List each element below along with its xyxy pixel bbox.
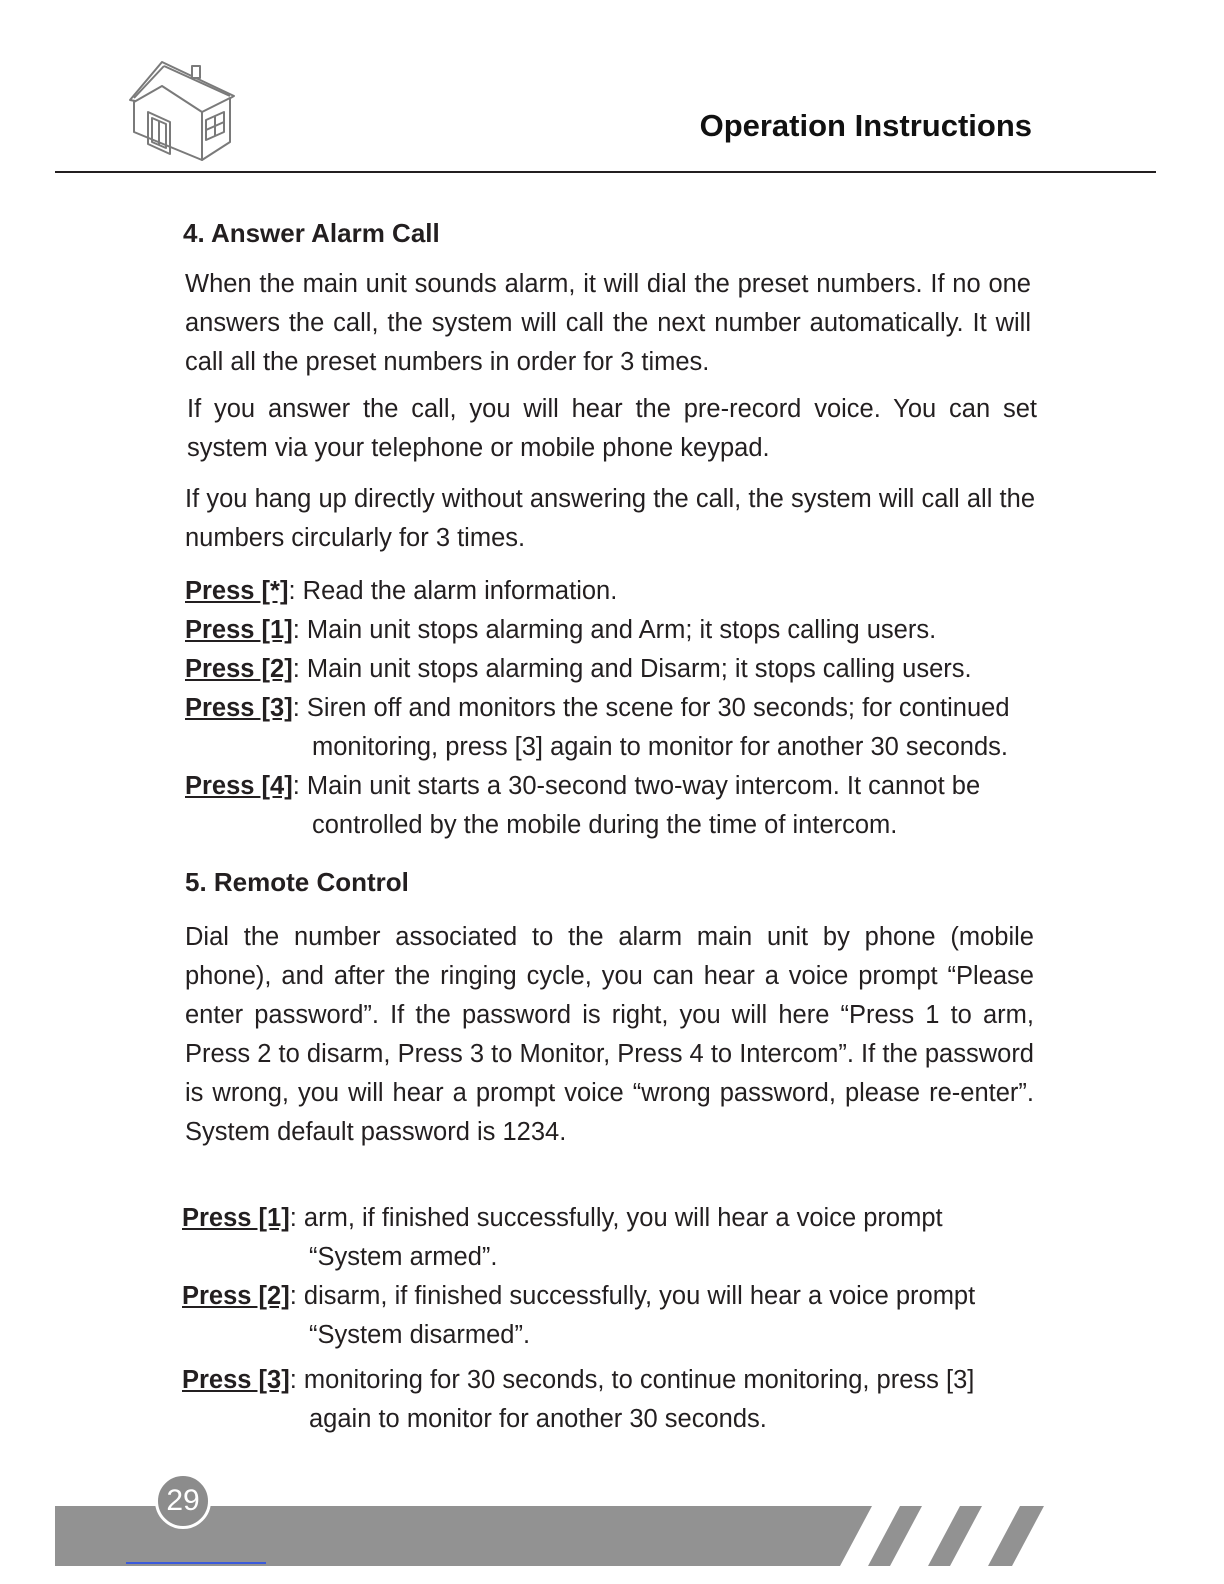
footer-link-underline: [126, 1562, 266, 1564]
key-label: Press [3]: [185, 694, 293, 722]
paragraph-hang-up: If you hang up directly without answering the call, the system will call all the numbers circularly for 3 times.: [185, 485, 1035, 552]
alarm-call-key-list: [185, 572, 1075, 845]
list-item: [182, 1199, 1072, 1238]
key-description-continued: again to monitor for another 30 seconds.: [309, 1405, 767, 1433]
page-number: 29: [155, 1473, 211, 1529]
list-item: [182, 1277, 1072, 1316]
section-heading-answer-alarm-call: 4. Answer Alarm Call: [183, 218, 440, 248]
key-description-continued: “System armed”.: [309, 1243, 498, 1271]
list-item: [182, 1361, 1072, 1400]
key-label: Press [4]: [185, 772, 293, 800]
list-item: [185, 689, 1075, 728]
page-header-title: Operation Instructions: [699, 108, 1032, 143]
key-description-continued: monitoring, press [3] again to monitor for another 30 seconds.: [312, 733, 1008, 761]
key-description: : Read the alarm information.: [288, 577, 618, 605]
key-description: : Main unit stops alarming and Disarm; it stops calling users.: [292, 655, 972, 683]
key-description: : Main unit starts a 30-second two-way intercom. It cannot be: [292, 772, 981, 800]
list-item: [185, 572, 1075, 611]
paragraph-remote-control: Dial the number associated to the alarm main unit by phone (mobile phone), and after the ringing cycle, you can hear a voice prompt “Please enter password”. If the password is right, you will here “Press 1 to arm, Press 2 to disarm, Press 3 to Monitor, Press 4 to Intercom”. If the password is wrong, you will hear a prompt voice “wrong password, please re-enter”. System default password is 1234.: [185, 923, 1034, 1146]
list-item: [185, 611, 1075, 650]
list-item: [185, 767, 1075, 806]
key-description: : disarm, if finished successfully, you will hear a voice prompt: [289, 1282, 976, 1310]
key-description: : arm, if finished successfully, you will hear a voice prompt: [289, 1204, 943, 1232]
list-item: [185, 650, 1075, 689]
key-description-continued: controlled by the mobile during the time of intercom.: [312, 811, 898, 839]
key-label: Press [2]: [182, 1282, 290, 1310]
house-icon: [126, 56, 238, 164]
header-divider: [55, 171, 1156, 173]
paragraph-alarm-dialing: When the main unit sounds alarm, it will dial the preset numbers. If no one answers the call, the system will call the next number automatically. It will call all the preset numbers in order for 3 times.: [185, 270, 1031, 376]
key-label: Press [3]: [182, 1366, 290, 1394]
key-description-continued: “System disarmed”.: [309, 1321, 531, 1349]
key-description: : Siren off and monitors the scene for 30 seconds; for continued: [292, 694, 1010, 722]
key-description: : Main unit stops alarming and Arm; it stops calling users.: [292, 616, 937, 644]
footer-stripes: [830, 1506, 1156, 1566]
key-description: : monitoring for 30 seconds, to continue monitoring, press [3]: [289, 1366, 975, 1394]
key-label: Press [1]: [182, 1204, 290, 1232]
paragraph-answer-call: If you answer the call, you will hear the pre-record voice. You can set system via your telephone or mobile phone keypad.: [187, 395, 1037, 462]
key-label: Press [2]: [185, 655, 293, 683]
section-heading-remote-control: 5. Remote Control: [185, 867, 409, 897]
key-label: Press [1]: [185, 616, 293, 644]
remote-control-key-list: [182, 1199, 1072, 1439]
key-label: Press [*]: [185, 577, 289, 605]
